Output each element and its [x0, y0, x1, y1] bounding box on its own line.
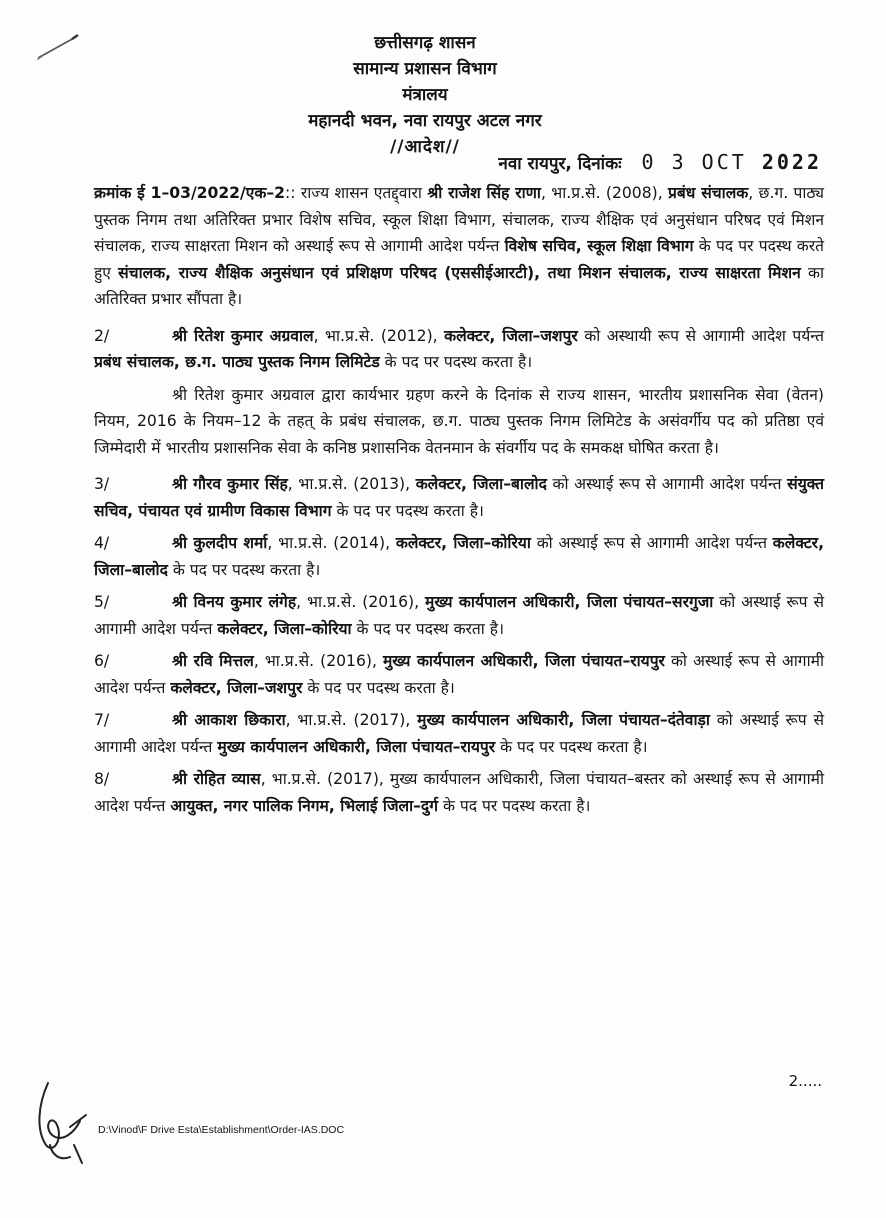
- officer-name: श्री रितेश कुमार अग्रवाल: [172, 326, 314, 345]
- paragraph-1: [94, 180, 824, 313]
- post-title: कलेक्टर, जिला–बालोद: [415, 475, 547, 493]
- officer-name: श्री आकाश छिकारा: [172, 711, 286, 729]
- officer-name: श्री गौरव कुमार सिंह: [172, 475, 288, 493]
- paragraph-number: 3/: [94, 475, 110, 493]
- paragraph-text: का अतिरिक्त प्रभार सौंपता है।: [94, 263, 824, 308]
- office-address: महानदी भवन, नवा रायपुर अटल नगर: [308, 111, 542, 131]
- paragraph-text: , भा.प्र.से. (2014),: [267, 534, 396, 552]
- paragraph-5: [94, 589, 824, 642]
- paragraph-number: 4/: [94, 534, 110, 552]
- post-title: मुख्य कार्यपालन अधिकारी, जिला पंचायत–रायपुर: [217, 737, 496, 756]
- paragraph-text: को अस्थाई रूप से आगामी आदेश पर्यन्त: [94, 711, 824, 756]
- paragraph-number: 7/: [94, 711, 110, 729]
- department-name: सामान्य प्रशासन विभाग: [353, 59, 497, 79]
- post-title: मुख्य कार्यपालन अधिकारी, जिला पंचायत–रायपुर: [382, 652, 665, 670]
- post-title: मुख्य कार्यपालन अधिकारी, जिला पंचायत–सरगुजा: [425, 593, 714, 611]
- paragraph-8: [94, 766, 824, 819]
- post-title: विशेष सचिव, स्कूल शिक्षा विभाग: [504, 237, 694, 255]
- date-stamp-day-month: 0 3 OCT: [641, 150, 747, 174]
- paragraph-text: के पद पर पदस्थ करता है।: [167, 560, 321, 579]
- order-number: क्रमांक ई 1–03/2022/एक–2: [94, 184, 285, 202]
- dateline: [498, 150, 822, 174]
- paragraph-text: , छ.ग. पाठ्य पुस्तक निगम तथा अतिरिक्त प्रभार विशेष सचिव, स्कूल शिक्षा विभाग, संचालक, राज्य शैक्षिक एवं अनुसंधान परिषद एवं मिशन संचालक, राज्य साक्षरता मिशन को अस्थाई रूप से आगामी आदेश पर्यन्त: [94, 184, 825, 255]
- post-title: प्रबंध संचालक, छ.ग. पाठ्य पुस्तक निगम लिमिटेड: [94, 353, 380, 371]
- date-stamp: [641, 150, 822, 174]
- paragraph-text: , भा.प्र.से. (2017),: [285, 711, 418, 729]
- file-path: D:\Vinod\F Drive Esta\Establishment\Order-IAS.DOC: [98, 1124, 345, 1136]
- post-title: कलेक्टर, जिला–कोरिया: [217, 619, 352, 638]
- paragraph-number: 8/: [94, 770, 110, 788]
- paragraph-3: [94, 471, 824, 524]
- post-title: कलेक्टर, जिला–कोरिया: [395, 534, 531, 552]
- paragraph-text: :: राज्य शासन एतद्द्वारा: [284, 184, 428, 202]
- paragraph-text: , भा.प्र.से. (2012),: [313, 326, 445, 345]
- paragraph-number: 6/: [94, 652, 110, 670]
- paragraph-text: के पद पर पदस्थ करता है।: [302, 678, 455, 697]
- officer-name: श्री राजेश सिंह राणा: [427, 184, 541, 202]
- post-title: कलेक्टर, जिला–जशपुर: [444, 326, 578, 345]
- paragraph-text: , भा.प्र.से. (2016),: [253, 652, 383, 670]
- paragraph-text: को अस्थाई रूप से आगामी आदेश पर्यन्त: [530, 534, 773, 552]
- paragraph-text: को अस्थाई रूप से आगामी आदेश पर्यन्त: [94, 652, 824, 697]
- paragraph-7: [94, 707, 824, 760]
- paragraph-text: के पद पर पदस्थ करता है।: [379, 353, 533, 371]
- signature-icon: [30, 1075, 94, 1170]
- paragraph-text: , भा.प्र.से. (2017), मुख्य कार्यपालन अधिकारी, जिला पंचायत–बस्तर को अस्थाई रूप से आगामी आदेश पर्यन्त: [94, 770, 824, 815]
- paragraph-4: [94, 530, 824, 583]
- paragraph-text: के पद पर पदस्थ करता है।: [331, 501, 484, 520]
- post-title: आयुक्त, नगर पालिक निगम, भिलाई जिला–दुर्ग: [170, 796, 438, 815]
- paragraph-number: 2/: [94, 326, 110, 345]
- officer-name: श्री कुलदीप शर्मा: [172, 534, 268, 552]
- post-title: कलेक्टर, जिला–जशपुर: [170, 678, 303, 697]
- paragraph-text: के पद पर पदस्थ करता है।: [438, 796, 591, 815]
- continued-page-number: 2.....: [788, 1072, 822, 1090]
- paragraph-text: , भा.प्र.से. (2008),: [540, 184, 669, 202]
- paragraph-text: के पद पर पदस्थ करता है।: [495, 737, 648, 756]
- ministry-name: मंत्रालय: [402, 85, 448, 105]
- paragraph-text: श्री रितेश कुमार अग्रवाल द्वारा कार्यभार ग्रहण करने के दिनांक से राज्य शासन, भारतीय प्रशासनिक सेवा (वेतन) नियम, 2016 के नियम–12 के तहत् के प्रबंध संचालक, छ.ग. पाठ्य पुस्तक निगम लिमिटेड के असंवर्गीय पद को प्रतिष्ठा एवं जिम्मेदारी में भारतीय प्रशासनिक सेवा के कनिष्ठ प्रशासनिक वेतनमान के संवर्गीय पद के समकक्ष घोषित करता है।: [94, 385, 824, 457]
- paragraph-2: [94, 323, 824, 376]
- post-title: मुख्य कार्यपालन अधिकारी, जिला पंचायत–दंतेवाड़ा: [417, 711, 710, 729]
- officer-name: श्री विनय कुमार लंगेह: [172, 593, 297, 611]
- order-title: //आदेश//: [390, 137, 460, 157]
- paragraph-6: [94, 648, 824, 701]
- paragraph-text: , भा.प्र.से. (2016),: [296, 593, 426, 611]
- officer-name: श्री रोहित व्यास: [172, 770, 261, 788]
- post-title: संयुक्त सचिव, पंचायत एवं ग्रामीण विकास विभाग: [94, 475, 825, 520]
- post-title: कलेक्टर, जिला–बालोद: [94, 534, 824, 579]
- government-name: छत्तीसगढ़ शासन: [374, 33, 476, 53]
- order-body: [94, 180, 824, 825]
- paragraph-text: के पद पर पदस्थ करता है।: [351, 619, 504, 638]
- paragraph-2-declaration: [94, 382, 824, 462]
- officer-name: श्री रवि मित्तल: [172, 652, 254, 670]
- date-label: नवा रायपुर, दिनांकः: [498, 154, 622, 174]
- paragraph-text: को अस्थायी रूप से आगामी आदेश पर्यन्त: [577, 326, 824, 345]
- post-title: प्रबंध संचालक: [668, 184, 749, 202]
- paragraph-text: को अस्थाई रूप से आगामी आदेश पर्यन्त: [546, 475, 788, 493]
- date-stamp-year: 2022: [761, 150, 822, 174]
- paragraph-text: के पद पर पदस्थ करते हुए: [94, 237, 824, 282]
- paragraph-text: , भा.प्र.से. (2013),: [287, 475, 416, 493]
- post-title: संचालक, राज्य शैक्षिक अनुसंधान एवं प्रशिक्षण परिषद (एससीईआरटी), तथा मिशन संचालक, राज्य साक्षरता मिशन: [118, 263, 801, 282]
- letterhead: [0, 30, 868, 160]
- paragraph-number: 5/: [94, 593, 110, 611]
- paragraph-text: को अस्थाई रूप से आगामी आदेश पर्यन्त: [94, 593, 825, 638]
